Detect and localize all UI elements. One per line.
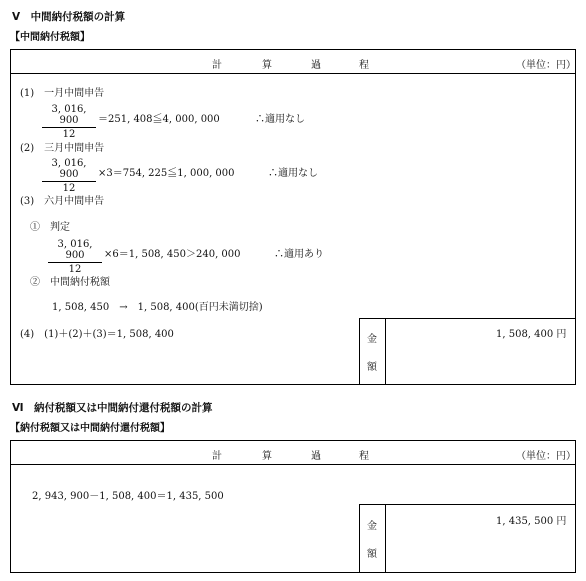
item-3-result: ∴適用あり bbox=[274, 249, 324, 260]
fraction-bar bbox=[42, 181, 96, 182]
section-title: Ⅴ 中間納付税額の計算 bbox=[12, 11, 126, 23]
header-kei: 計 bbox=[212, 451, 222, 462]
fraction-bar bbox=[48, 262, 102, 263]
amount-label-kin: 金 bbox=[367, 521, 377, 532]
item-1-result: ∴適用なし bbox=[255, 114, 305, 125]
item-2-fraction bbox=[42, 158, 96, 194]
fraction-denominator: 12 bbox=[62, 129, 76, 140]
amount-label-gaku: 額 bbox=[367, 362, 377, 373]
fraction-denominator: 12 bbox=[62, 183, 76, 194]
amount-box-top-border bbox=[359, 504, 576, 505]
amount-label-divider bbox=[385, 318, 386, 385]
header-tei: 程 bbox=[359, 60, 369, 71]
item-3-label: (3) 六月中間申告 bbox=[20, 196, 105, 207]
header-tei: 程 bbox=[359, 451, 369, 462]
item-3-sub1-label: ① 判定 bbox=[30, 222, 70, 233]
header-ka: 過 bbox=[311, 451, 321, 462]
amount-value: 1, 435, 500 円 bbox=[496, 516, 567, 527]
amount-box-top-border bbox=[359, 318, 576, 319]
fraction-numerator: 3, 016, 900 bbox=[51, 104, 87, 126]
amount-value: 1, 508, 400 円 bbox=[496, 329, 567, 340]
amount-box-left-border bbox=[359, 318, 360, 385]
item-3-fraction bbox=[48, 239, 102, 275]
item-1-fraction bbox=[42, 104, 96, 140]
header-kei: 計 bbox=[212, 60, 222, 71]
item-2-label: (2) 三月中間申告 bbox=[20, 143, 105, 154]
header-unit: （単位：円） bbox=[516, 60, 576, 71]
item-3-sub2-expression: 1, 508, 450 → 1, 508, 400(百円未満切捨) bbox=[52, 302, 263, 313]
amount-label-gaku: 額 bbox=[367, 549, 377, 560]
section-subtitle: 【納付税額又は中間納付還付税額】 bbox=[10, 423, 170, 434]
calc-table-vi bbox=[10, 440, 576, 573]
item-2-result: ∴適用なし bbox=[268, 168, 318, 179]
table-header-divider bbox=[10, 73, 576, 74]
item-1-label: (1) 一月中間申告 bbox=[20, 88, 105, 99]
header-unit: （単位：円） bbox=[516, 451, 576, 462]
header-san: 算 bbox=[262, 451, 272, 462]
amount-box-left-border bbox=[359, 504, 360, 573]
fraction-numerator: 3, 016, 900 bbox=[57, 239, 93, 261]
item-1-expression: ＝251, 408≦4, 000, 000 bbox=[98, 114, 220, 125]
header-san: 算 bbox=[262, 60, 272, 71]
fraction-numerator: 3, 016, 900 bbox=[51, 158, 87, 180]
item-3-expression: ×6＝1, 508, 450＞240, 000 bbox=[104, 249, 241, 260]
table-header-divider bbox=[10, 464, 576, 465]
item-3-sub2-label: ② 中間納付税額 bbox=[30, 277, 110, 288]
amount-label-kin: 金 bbox=[367, 334, 377, 345]
item-2-expression: ×3＝754, 225≦1, 000, 000 bbox=[98, 168, 235, 179]
calc-expression: 2, 943, 900－1, 508, 400＝1, 435, 500 bbox=[32, 491, 224, 502]
header-ka: 過 bbox=[311, 60, 321, 71]
item-4-label: (4) (1)＋(2)＋(3)＝1, 508, 400 bbox=[20, 329, 174, 340]
fraction-denominator: 12 bbox=[68, 264, 82, 275]
fraction-bar bbox=[42, 127, 96, 128]
amount-label-divider bbox=[385, 504, 386, 573]
section-title: Ⅵ 納付税額又は中間納付還付税額の計算 bbox=[12, 402, 213, 414]
section-subtitle: 【中間納付税額】 bbox=[10, 32, 90, 43]
